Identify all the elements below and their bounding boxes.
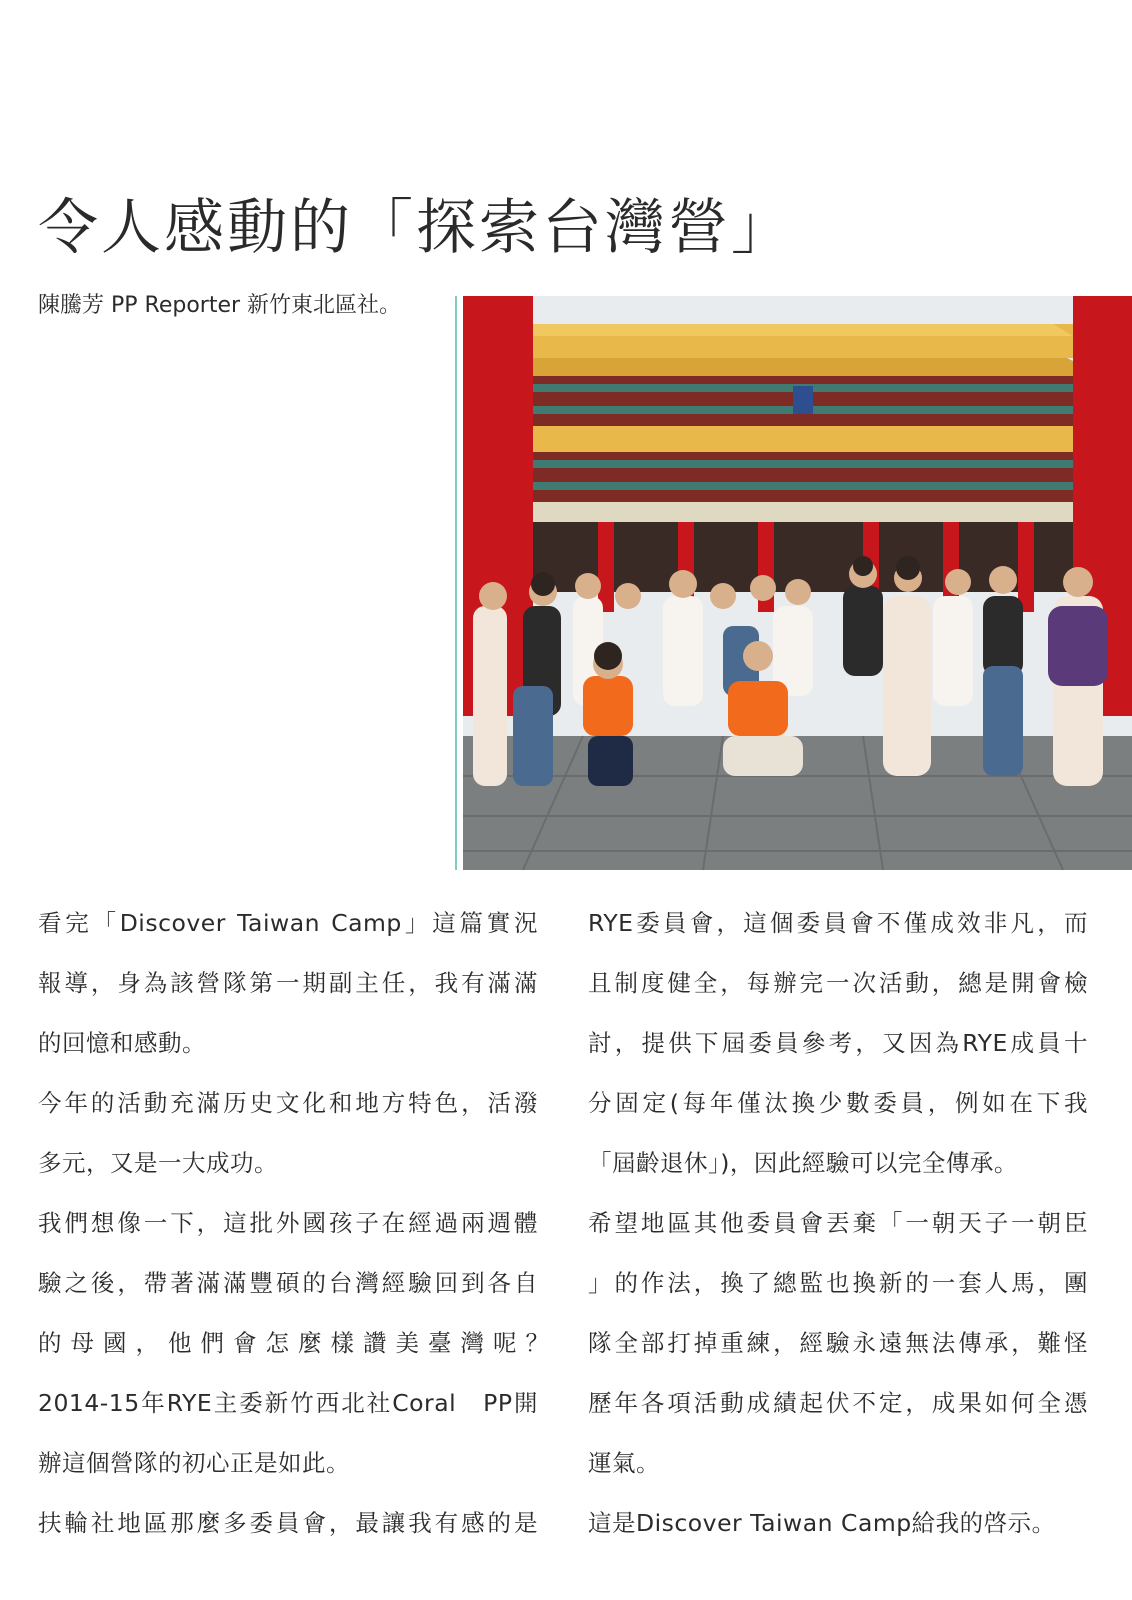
paragraph-line: 多元，又是一大成功。 — [38, 1149, 278, 1177]
paragraph-line: RYE委員會，這個委員會不僅成效非凡，而 — [588, 909, 1088, 937]
paragraph-line: 2014-15年RYE主委新竹西北社Coral PP開 — [38, 1389, 538, 1417]
paragraph-line: 」的作法，換了總監也換新的一套人馬，團 — [588, 1269, 1088, 1297]
vertical-divider — [455, 296, 457, 870]
paragraph-line: 看完「Discover Taiwan Camp」這篇實況 — [38, 909, 538, 937]
paragraph-line: 扶輪社地區那麼多委員會，最讓我有感的是 — [38, 1509, 538, 1537]
text-column-left — [38, 905, 558, 1565]
paragraph-line: 且制度健全，每辦完一次活動，總是開會檢 — [588, 969, 1088, 997]
paragraph-line: 這是Discover Taiwan Camp給我的啓示。 — [588, 1509, 1056, 1537]
paragraph-line: 隊全部打掉重練，經驗永遠無法傳承，難怪 — [588, 1329, 1088, 1357]
paragraph-line: 討，提供下屆委員參考，又因為RYE成員十 — [588, 1029, 1088, 1057]
paragraph-line: 報導，身為該營隊第一期副主任，我有滿滿 — [38, 969, 538, 997]
group-photo — [463, 296, 1132, 870]
paragraph-line: 分固定(每年僅汰換少數委員，例如在下我 — [588, 1089, 1088, 1117]
paragraph-line: 今年的活動充滿历史文化和地方特色，活潑 — [38, 1089, 538, 1117]
paragraph-line: 的回憶和感動。 — [38, 1029, 206, 1057]
paragraph-line: 運氣。 — [588, 1449, 660, 1477]
paragraph-line: 辦這個營隊的初心正是如此。 — [38, 1449, 350, 1477]
paragraph-line: 希望地區其他委員會丟棄「一朝天子一朝臣 — [588, 1209, 1088, 1237]
paragraph-line: 歷年各項活動成績起伏不定，成果如何全憑 — [588, 1389, 1088, 1417]
paragraph-line: 「屆齡退休」)，因此經驗可以完全傳承。 — [588, 1149, 1018, 1177]
paragraph-line: 的母國，他們會怎麼樣讚美臺灣呢？ — [38, 1329, 558, 1357]
text-column-right — [588, 905, 1088, 1565]
byline: 陳騰芳 PP Reporter 新竹東北區社。 — [38, 293, 402, 318]
paragraph-line: 驗之後，帶著滿滿豐碩的台灣經驗回到各自 — [38, 1269, 538, 1297]
paragraph-line: 我們想像一下，這批外國孩子在經過兩週體 — [38, 1209, 538, 1237]
article-title: 令人感動的「探索台灣營」 — [38, 193, 794, 263]
